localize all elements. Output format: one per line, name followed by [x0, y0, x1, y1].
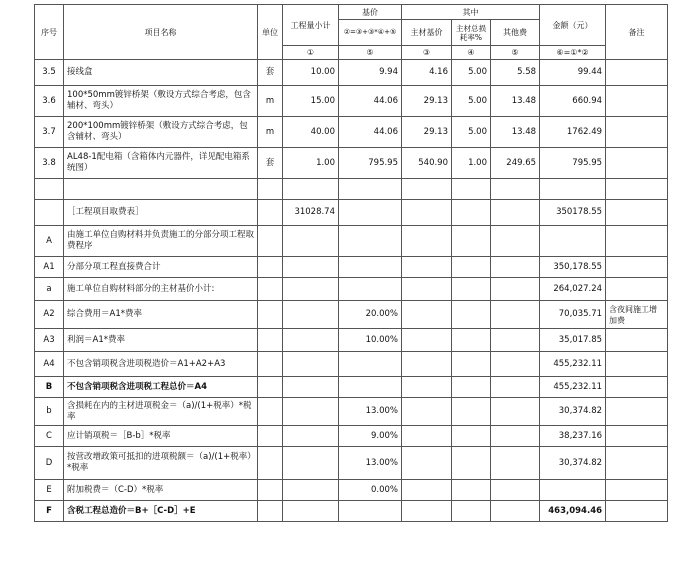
row-loss-rate	[452, 480, 491, 501]
row-remark	[606, 60, 668, 86]
row-qty	[283, 278, 339, 301]
row-other-fee	[491, 352, 540, 377]
row-remark	[606, 200, 668, 226]
row-loss-rate	[452, 352, 491, 377]
row-base-price	[339, 278, 402, 301]
table-row	[35, 257, 668, 278]
row-amount: 99.44	[540, 60, 606, 86]
row-qty	[283, 398, 339, 426]
row-main-price	[402, 301, 452, 329]
row-seq: b	[35, 398, 64, 426]
row-base-price	[339, 179, 402, 200]
row-other-fee	[491, 377, 540, 398]
row-loss-rate: 5.00	[452, 117, 491, 148]
row-amount: 660.94	[540, 86, 606, 117]
row-base-price: 44.06	[339, 86, 402, 117]
row-unit	[258, 501, 283, 522]
table-row	[35, 480, 668, 501]
row-unit	[258, 179, 283, 200]
row-name: 综合费用＝A1*费率	[64, 301, 258, 329]
row-qty	[283, 447, 339, 480]
row-remark: 含夜间施工增加费	[606, 301, 668, 329]
row-loss-rate	[452, 257, 491, 278]
row-base-price: 10.00%	[339, 329, 402, 352]
row-remark	[606, 226, 668, 257]
row-loss-rate	[452, 447, 491, 480]
row-name: ［工程项目取费表］	[64, 200, 258, 226]
row-seq: B	[35, 377, 64, 398]
row-amount: 38,237.16	[540, 426, 606, 447]
row-main-price	[402, 329, 452, 352]
row-other-fee	[491, 179, 540, 200]
row-name: 不包含销项税含进项税造价＝A1+A2+A3	[64, 352, 258, 377]
row-qty: 31028.74	[283, 200, 339, 226]
row-qty	[283, 480, 339, 501]
row-amount: 30,374.82	[540, 398, 606, 426]
row-qty	[283, 226, 339, 257]
row-other-fee	[491, 278, 540, 301]
mark-qty: ①	[283, 46, 339, 60]
table-row	[35, 200, 668, 226]
row-base-price: 13.00%	[339, 447, 402, 480]
table-row	[35, 117, 668, 148]
header-row-1	[35, 5, 668, 20]
row-seq: 3.7	[35, 117, 64, 148]
row-base-price: 795.95	[339, 148, 402, 179]
row-main-price	[402, 447, 452, 480]
row-loss-rate	[452, 200, 491, 226]
table-row	[35, 501, 668, 522]
table-row	[35, 398, 668, 426]
row-unit	[258, 200, 283, 226]
row-name: 应计销项税＝［B-b］*税率	[64, 426, 258, 447]
row-seq: A2	[35, 301, 64, 329]
row-loss-rate	[452, 278, 491, 301]
col-qty-header: 工程量小计	[283, 5, 339, 46]
row-main-price: 29.13	[402, 86, 452, 117]
amount-formula: ⑥=①*②	[540, 46, 606, 60]
row-loss-rate: 5.00	[452, 86, 491, 117]
table-row	[35, 377, 668, 398]
row-name: 200*100mm镀锌桥架（敷设方式综合考虑，包含辅材、弯头）	[64, 117, 258, 148]
row-loss-rate	[452, 301, 491, 329]
table-row	[35, 352, 668, 377]
row-name: 按营改增政策可抵扣的进项税额＝（a)/(1+税率）*税率	[64, 447, 258, 480]
row-main-price	[402, 377, 452, 398]
row-other-fee	[491, 426, 540, 447]
col-among-header: 其中	[402, 5, 540, 20]
row-amount: 70,035.71	[540, 301, 606, 329]
row-unit	[258, 257, 283, 278]
row-other-fee	[491, 447, 540, 480]
row-name: 含税工程总造价＝B+［C-D］+E	[64, 501, 258, 522]
row-amount	[540, 480, 606, 501]
row-qty	[283, 501, 339, 522]
row-other-fee	[491, 257, 540, 278]
row-unit: 套	[258, 148, 283, 179]
row-base-price: 20.00%	[339, 301, 402, 329]
row-other-fee	[491, 226, 540, 257]
table-row	[35, 86, 668, 117]
row-seq: A	[35, 226, 64, 257]
row-remark	[606, 377, 668, 398]
row-name: 施工单位自购材料部分的主材基价小计:	[64, 278, 258, 301]
row-main-price	[402, 179, 452, 200]
row-seq: 3.8	[35, 148, 64, 179]
row-remark	[606, 480, 668, 501]
row-remark	[606, 501, 668, 522]
row-seq: F	[35, 501, 64, 522]
mark-other: ⑤	[491, 46, 540, 60]
table-row	[35, 278, 668, 301]
base-formula: ②=③+③*④+⑤	[339, 20, 402, 46]
row-name: 含损耗在内的主材进项税金＝（a)/(1+税率）*税率	[64, 398, 258, 426]
table-row	[35, 226, 668, 257]
row-remark	[606, 257, 668, 278]
row-loss-rate	[452, 426, 491, 447]
row-main-price: 29.13	[402, 117, 452, 148]
row-unit	[258, 278, 283, 301]
row-base-price	[339, 352, 402, 377]
table-row	[35, 447, 668, 480]
row-main-price	[402, 480, 452, 501]
row-loss-rate: 5.00	[452, 60, 491, 86]
row-loss-rate	[452, 329, 491, 352]
row-other-fee: 13.48	[491, 117, 540, 148]
row-amount: 795.95	[540, 148, 606, 179]
row-base-price: 9.94	[339, 60, 402, 86]
row-base-price: 13.00%	[339, 398, 402, 426]
row-amount: 463,094.46	[540, 501, 606, 522]
row-remark	[606, 179, 668, 200]
row-other-fee	[491, 200, 540, 226]
row-base-price: 44.06	[339, 117, 402, 148]
row-other-fee: 5.58	[491, 60, 540, 86]
cost-sheet	[34, 4, 668, 522]
mark-loss: ④	[452, 46, 491, 60]
row-qty: 10.00	[283, 60, 339, 86]
row-base-price	[339, 226, 402, 257]
row-name	[64, 179, 258, 200]
col-unit-header: 单位	[258, 5, 283, 60]
row-seq: A4	[35, 352, 64, 377]
row-other-fee	[491, 398, 540, 426]
row-seq: D	[35, 447, 64, 480]
row-loss-rate	[452, 377, 491, 398]
row-amount	[540, 226, 606, 257]
col-name-header: 项目名称	[64, 5, 258, 60]
row-unit	[258, 377, 283, 398]
row-amount: 455,232.11	[540, 377, 606, 398]
row-name: AL48-1配电箱（含箱体内元器件，详见配电箱系统图）	[64, 148, 258, 179]
row-main-price	[402, 398, 452, 426]
row-remark	[606, 352, 668, 377]
col-seq-header: 序号	[35, 5, 64, 60]
row-amount: 35,017.85	[540, 329, 606, 352]
row-base-price: 9.00%	[339, 426, 402, 447]
mark-base: ⑤	[339, 46, 402, 60]
row-amount: 264,027.24	[540, 278, 606, 301]
row-unit: 套	[258, 60, 283, 86]
col-remark-header: 备注	[606, 5, 668, 60]
row-unit	[258, 480, 283, 501]
col-main-header: 主材基价	[402, 20, 452, 46]
row-seq	[35, 179, 64, 200]
row-unit	[258, 329, 283, 352]
row-unit	[258, 447, 283, 480]
table-row	[35, 329, 668, 352]
row-qty	[283, 329, 339, 352]
row-loss-rate	[452, 501, 491, 522]
row-loss-rate: 1.00	[452, 148, 491, 179]
row-unit	[258, 226, 283, 257]
table-body	[35, 5, 668, 522]
row-name: 不包含销项税含进项税工程总价＝A4	[64, 377, 258, 398]
row-other-fee: 249.65	[491, 148, 540, 179]
row-seq: 3.6	[35, 86, 64, 117]
row-remark	[606, 426, 668, 447]
row-name: 由施工单位自购材料并负责施工的分部分项工程取费程序	[64, 226, 258, 257]
row-unit	[258, 301, 283, 329]
row-loss-rate	[452, 179, 491, 200]
table-row	[35, 60, 668, 86]
row-other-fee	[491, 501, 540, 522]
row-main-price	[402, 226, 452, 257]
row-seq: A1	[35, 257, 64, 278]
row-qty	[283, 377, 339, 398]
row-remark	[606, 86, 668, 117]
table-row	[35, 148, 668, 179]
row-unit	[258, 352, 283, 377]
row-qty	[283, 301, 339, 329]
row-name: 分部分项工程直接费合计	[64, 257, 258, 278]
row-base-price	[339, 257, 402, 278]
row-qty	[283, 257, 339, 278]
row-main-price	[402, 200, 452, 226]
row-seq: C	[35, 426, 64, 447]
row-main-price	[402, 257, 452, 278]
row-name: 接线盒	[64, 60, 258, 86]
row-qty	[283, 179, 339, 200]
row-other-fee	[491, 329, 540, 352]
col-amount-header: 金额（元）	[540, 5, 606, 46]
row-amount: 350,178.55	[540, 257, 606, 278]
mark-main: ③	[402, 46, 452, 60]
row-remark	[606, 329, 668, 352]
row-base-price	[339, 200, 402, 226]
row-base-price: 0.00%	[339, 480, 402, 501]
row-other-fee	[491, 480, 540, 501]
row-name: 利润＝A1*费率	[64, 329, 258, 352]
row-seq: a	[35, 278, 64, 301]
row-unit	[258, 426, 283, 447]
row-unit	[258, 398, 283, 426]
row-qty	[283, 426, 339, 447]
table-row	[35, 426, 668, 447]
row-amount: 30,374.82	[540, 447, 606, 480]
row-main-price	[402, 501, 452, 522]
table-row	[35, 179, 668, 200]
cost-table	[34, 4, 668, 522]
table-row	[35, 301, 668, 329]
row-seq: A3	[35, 329, 64, 352]
row-qty: 40.00	[283, 117, 339, 148]
col-base-header: 基价	[339, 5, 402, 20]
col-loss-header: 主材总损耗率%	[452, 20, 491, 46]
row-qty: 1.00	[283, 148, 339, 179]
row-main-price	[402, 426, 452, 447]
row-remark	[606, 447, 668, 480]
row-loss-rate	[452, 226, 491, 257]
row-remark	[606, 117, 668, 148]
row-loss-rate	[452, 398, 491, 426]
row-amount: 1762.49	[540, 117, 606, 148]
row-main-price	[402, 352, 452, 377]
row-name: 100*50mm镀锌桥架（敷设方式综合考虑，包含辅材、弯头）	[64, 86, 258, 117]
row-unit: m	[258, 86, 283, 117]
row-remark	[606, 398, 668, 426]
row-amount: 350178.55	[540, 200, 606, 226]
row-base-price	[339, 377, 402, 398]
row-other-fee: 13.48	[491, 86, 540, 117]
row-seq: E	[35, 480, 64, 501]
row-unit: m	[258, 117, 283, 148]
row-amount: 455,232.11	[540, 352, 606, 377]
row-remark	[606, 278, 668, 301]
row-qty: 15.00	[283, 86, 339, 117]
row-seq: 3.5	[35, 60, 64, 86]
col-other-header: 其他费	[491, 20, 540, 46]
row-remark	[606, 148, 668, 179]
row-main-price	[402, 278, 452, 301]
row-qty	[283, 352, 339, 377]
row-main-price: 4.16	[402, 60, 452, 86]
row-name: 附加税费＝（C-D）*税率	[64, 480, 258, 501]
row-seq	[35, 200, 64, 226]
row-other-fee	[491, 301, 540, 329]
row-amount	[540, 179, 606, 200]
row-main-price: 540.90	[402, 148, 452, 179]
row-base-price	[339, 501, 402, 522]
